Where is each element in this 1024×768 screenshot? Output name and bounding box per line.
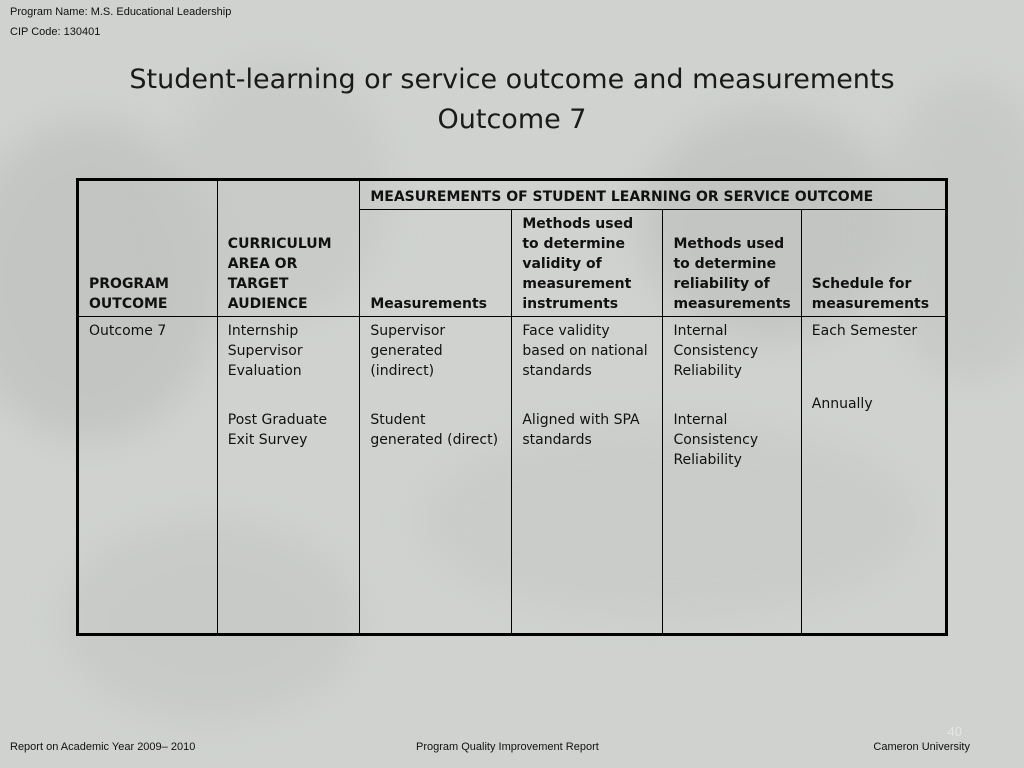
footer-university: Cameron University xyxy=(873,741,970,753)
program-outcome-value: Outcome 7 xyxy=(89,323,167,339)
header-measurements: Measurements xyxy=(360,210,512,317)
cip-code: CIP Code: 130401 xyxy=(10,26,101,38)
slide-subtitle: Outcome 7 xyxy=(437,104,587,135)
validity-item: Aligned with SPA standards xyxy=(522,412,640,448)
table-row xyxy=(78,317,947,635)
schedule-item: Annually xyxy=(811,396,873,412)
outcome-measurements-table xyxy=(76,178,948,636)
cell-measurements xyxy=(360,317,512,635)
cell-reliability xyxy=(663,317,801,635)
cell-program-outcome xyxy=(78,317,218,635)
validity-item: Face validity based on national standards xyxy=(522,323,648,379)
header-measurements-group: MEASUREMENTS OF STUDENT LEARNING OR SERVICE OUTCOME xyxy=(360,180,947,210)
footer-academic-year: Report on Academic Year 2009– 2010 xyxy=(10,741,196,753)
curriculum-item: Post Graduate Exit Survey xyxy=(227,412,328,448)
measurement-item: Student generated (direct) xyxy=(370,412,499,448)
page-number: 40 xyxy=(947,724,962,739)
slide-title: Student-learning or service outcome and measurements xyxy=(129,64,895,95)
cell-validity xyxy=(512,317,663,635)
cell-schedule xyxy=(801,317,946,635)
header-schedule: Schedule for measurements xyxy=(801,210,946,317)
footer-report-title: Program Quality Improvement Report xyxy=(416,741,599,753)
header-curriculum-area: CURRICULUM AREA OR TARGET AUDIENCE xyxy=(217,180,360,317)
header-validity-methods: Methods used to determine validity of measurement instruments xyxy=(512,210,663,317)
header-program-outcome: PROGRAM OUTCOME xyxy=(78,180,218,317)
header-reliability-methods: Methods used to determine reliability of measurements xyxy=(663,210,801,317)
curriculum-item: Internship Supervisor Evaluation xyxy=(227,323,303,379)
reliability-item: Internal Consistency Reliability xyxy=(673,323,759,379)
reliability-item: Internal Consistency Reliability xyxy=(673,412,759,468)
program-name: Program Name: M.S. Educational Leadership xyxy=(10,6,232,18)
measurement-item: Supervisor generated (indirect) xyxy=(370,323,446,379)
cell-curriculum xyxy=(217,317,360,635)
schedule-item: Each Semester xyxy=(811,323,918,339)
